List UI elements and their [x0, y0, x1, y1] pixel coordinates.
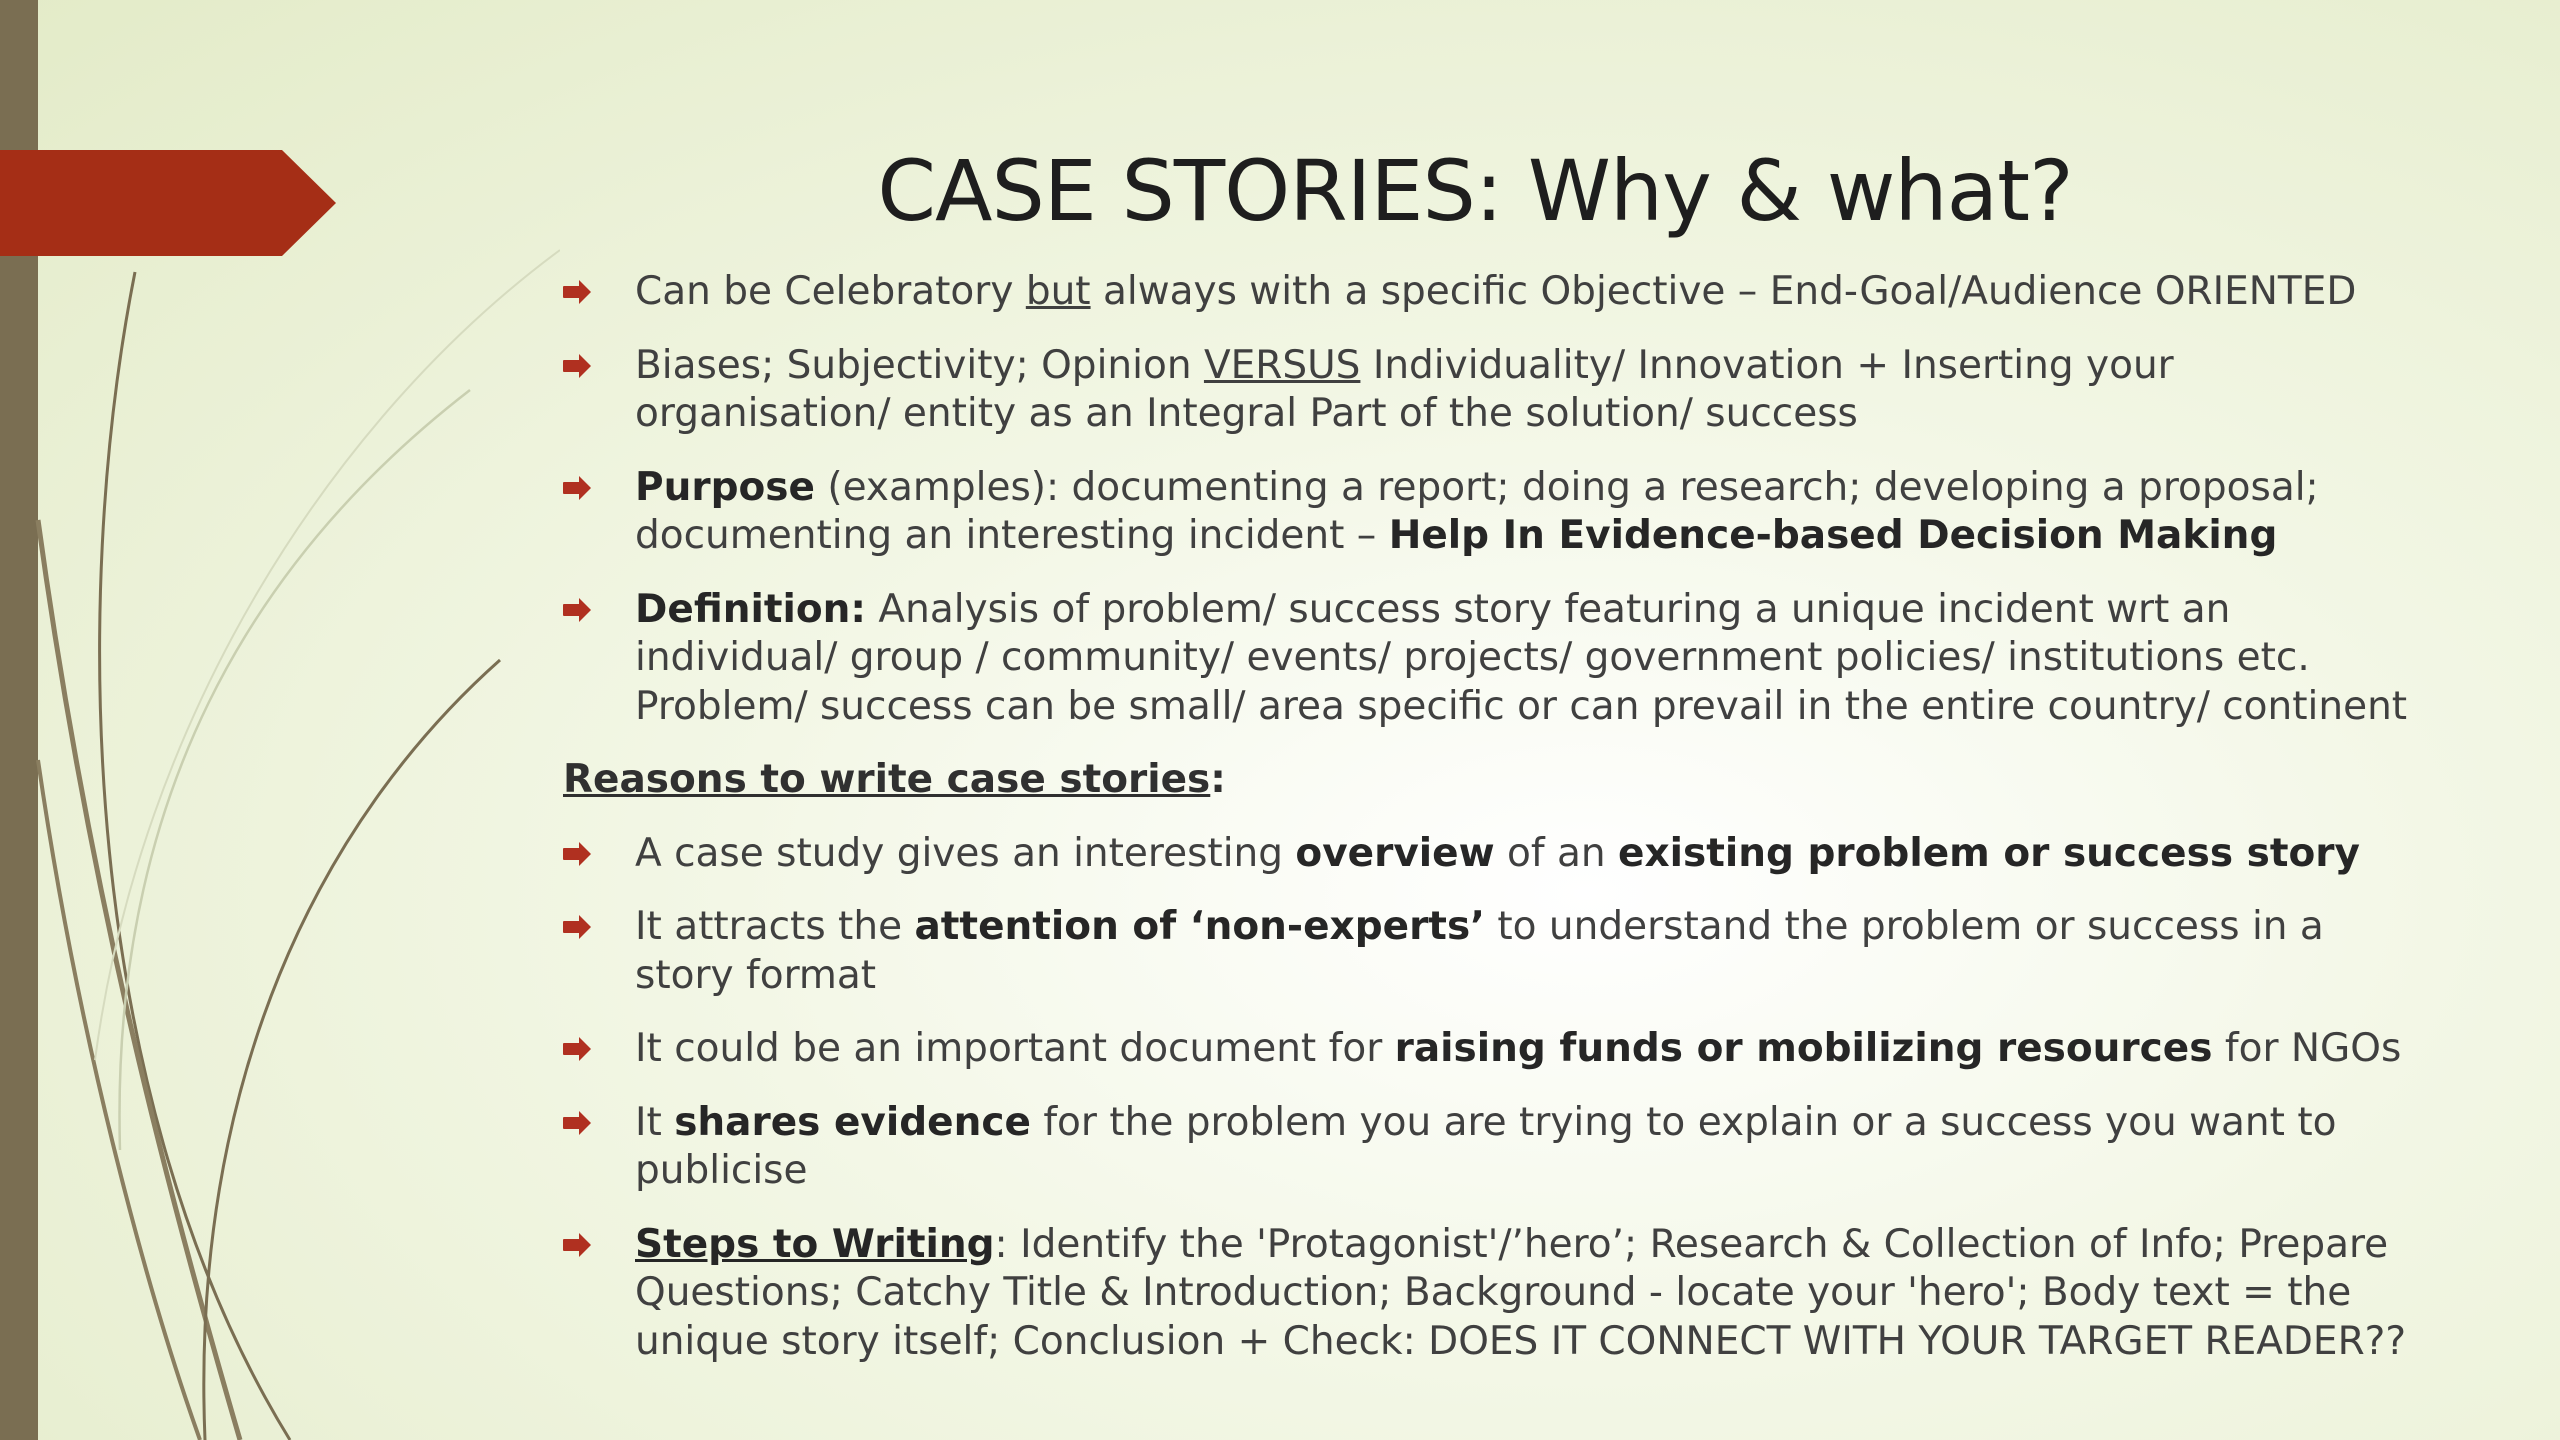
bullet-item: Biases; Subjectivity; Opinion VERSUS Individuality/ Innovation + Inserting your organisation/ entity as an Integral Part of the solution/ success: [563, 342, 2413, 439]
bullet-item: It attracts the attention of ‘non-experts’ to understand the problem or success in a story format: [563, 903, 2413, 1000]
slide-title: CASE STORIES: Why & what?: [877, 142, 2073, 240]
bullet-item: Can be Celebratory but always with a specific Objective – End-Goal/Audience ORIENTED: [563, 268, 2413, 317]
title-arrow-shape: [0, 150, 336, 256]
bullet-item: It could be an important document for raising funds or mobilizing resources for NGOs: [563, 1025, 2413, 1074]
bullet-item: Definition: Analysis of problem/ success story featuring a unique incident wrt an individual/ group / community/ events/ projects/ government policies/ institutions etc. Problem/ success can be small/ area specific or can prevail in the entire country/ continent: [563, 586, 2413, 732]
reasons-heading: Reasons to write case stories:: [563, 757, 1226, 802]
bullet-item: Steps to Writing: Identify the 'Protagonist'/’hero’; Research & Collection of Info; Prepare Questions; Catchy Title & Introduction; Background - locate your 'hero'; Body text = the unique story itself; Conclusion + Check: DOES IT CONNECT WITH YOUR TARGET READER??: [563, 1221, 2413, 1367]
bullet-item: It shares evidence for the problem you are trying to explain or a success you want to publicise: [563, 1099, 2413, 1196]
bullet-item: A case study gives an interesting overview of an existing problem or success story: [563, 830, 2413, 879]
bullet-item: Purpose (examples): documenting a report; doing a research; developing a proposal; documenting an interesting incident – Help In Evidence-based Decision Making: [563, 464, 2413, 561]
slide-body: [563, 268, 2413, 1391]
